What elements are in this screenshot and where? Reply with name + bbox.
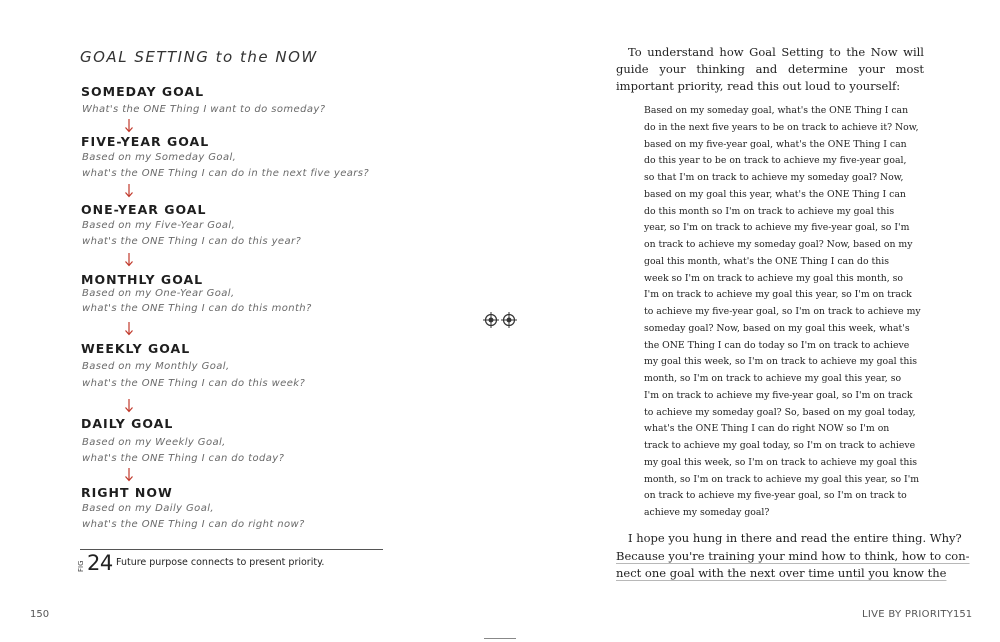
intro-paragraph: To understand how Goal Setting to the Now will guide your thinking and determine your most important priority, read this out loud to yourself:	[616, 45, 924, 93]
quote-line: month, so I'm on track to achieve my goal this year, so I'm	[644, 473, 920, 485]
quote-line: based on my five-year goal, what's the ONE Thing I can	[644, 138, 907, 150]
quote-line: month, so I'm on track to achieve my goal this year, so	[644, 373, 902, 384]
down-arrow-icon	[124, 322, 134, 336]
quote-line: based on my goal this year, what's the ONE Thing I can	[644, 188, 906, 200]
goal-text-five-year-1: Based on my Someday Goal,	[82, 152, 237, 163]
down-arrow-icon	[124, 468, 134, 482]
goal-text-weekly-1: Based on my Monthly Goal,	[82, 361, 230, 372]
figure-divider	[80, 549, 383, 550]
quote-line: on track to achieve my five-year goal, so I'm on track to	[644, 490, 907, 502]
down-arrow-icon	[124, 399, 134, 413]
goal-heading-right-now: RIGHT NOW	[81, 485, 173, 500]
outro-line: I hope you hung in there and read the entire thing. Why?	[628, 531, 962, 545]
quote-line: do this month so I'm on track to achieve my goal this	[644, 205, 895, 217]
quote-line: I'm on track to achieve my five-year goal, so I'm on track	[644, 389, 913, 401]
quote-line: track to achieve my goal today, so I'm on track to achieve	[644, 440, 916, 451]
quote-line: my goal this week, so I'm on track to achieve my goal this	[644, 356, 918, 368]
goal-text-someday-1: What's the ONE Thing I want to do someday?	[82, 104, 326, 115]
down-arrow-icon	[124, 119, 134, 133]
quote-line: I'm on track to achieve my goal this year, so I'm on track	[644, 289, 912, 301]
down-arrow-icon	[124, 184, 134, 198]
goal-text-five-year-2: what's the ONE Thing I can do in the next five years?	[82, 168, 370, 179]
quote-line: do in the next five years to be on track to achieve it? Now,	[644, 121, 919, 133]
figure-caption: Future purpose connects to present priority.	[116, 557, 325, 568]
quote-line: year, so I'm on track to achieve my five-year goal, so I'm	[644, 222, 910, 234]
goal-heading-monthly: MONTHLY GOAL	[81, 272, 204, 287]
quote-line: goal this month, what's the ONE Thing I can do this	[644, 255, 890, 267]
figure-title: GOAL SETTING to the NOW	[80, 48, 318, 66]
goal-heading-five-year: FIVE-YEAR GOAL	[81, 134, 210, 149]
quote-line: to achieve my someday goal? So, based on my goal today,	[644, 406, 916, 418]
goal-text-right-now-1: Based on my Daily Goal,	[82, 503, 214, 514]
goal-text-monthly-1: Based on my One-Year Goal,	[82, 288, 235, 299]
goal-text-daily-1: Based on my Weekly Goal,	[82, 437, 226, 448]
figure-number: 24	[87, 551, 113, 575]
quote-block	[644, 103, 921, 522]
down-arrow-icon	[124, 253, 134, 267]
quote-line: what's the ONE Thing I can do right NOW so I'm on	[644, 423, 890, 435]
quote-line: my goal this week, so I'm on track to achieve my goal this	[644, 456, 918, 468]
quote-line: achieve my someday goal?	[644, 507, 770, 518]
goal-heading-one-year: ONE-YEAR GOAL	[81, 202, 207, 217]
quote-line: someday goal? Now, based on my goal this week, what's	[644, 322, 910, 334]
running-head: LIVE BY PRIORITY	[862, 609, 954, 620]
page-number-left: 150	[30, 609, 50, 620]
outro-line-highlighted: Because you're training your mind how to think, how to con-	[616, 548, 970, 563]
figure-label: FIG	[77, 560, 85, 572]
goal-text-one-year-2: what's the ONE Thing I can do this year?	[82, 236, 302, 247]
goal-text-right-now-2: what's the ONE Thing I can do right now?	[82, 519, 305, 530]
quote-line: so that I'm on track to achieve my someday goal? Now,	[644, 172, 904, 183]
quote-line: week so I'm on track to achieve my goal this month, so	[644, 272, 904, 284]
quote-line: to achieve my five-year goal, so I'm on track to achieve my	[644, 306, 921, 317]
outro-paragraph	[616, 530, 970, 583]
quote-line: Based on my someday goal, what's the ONE Thing I can	[644, 105, 909, 116]
quote-line: on track to achieve my someday goal? Now, based on my	[644, 239, 913, 250]
quote-line: do this year to be on track to achieve my five-year goal,	[644, 155, 907, 167]
goal-heading-daily: DAILY GOAL	[81, 416, 174, 431]
goal-text-weekly-2: what's the ONE Thing I can do this week?	[82, 378, 306, 389]
goal-text-one-year-1: Based on my Five-Year Goal,	[82, 220, 236, 231]
goal-heading-weekly: WEEKLY GOAL	[81, 341, 191, 356]
goal-heading-someday: SOMEDAY GOAL	[81, 84, 205, 99]
page-number-right: 151	[953, 609, 973, 620]
goal-text-monthly-2: what's the ONE Thing I can do this month?	[82, 303, 312, 314]
outro-line-highlighted: nect one goal with the next over time until you know the	[616, 566, 947, 580]
quote-line: the ONE Thing I can do today so I'm on track to achieve	[644, 339, 910, 351]
goal-text-daily-2: what's the ONE Thing I can do today?	[82, 453, 285, 464]
